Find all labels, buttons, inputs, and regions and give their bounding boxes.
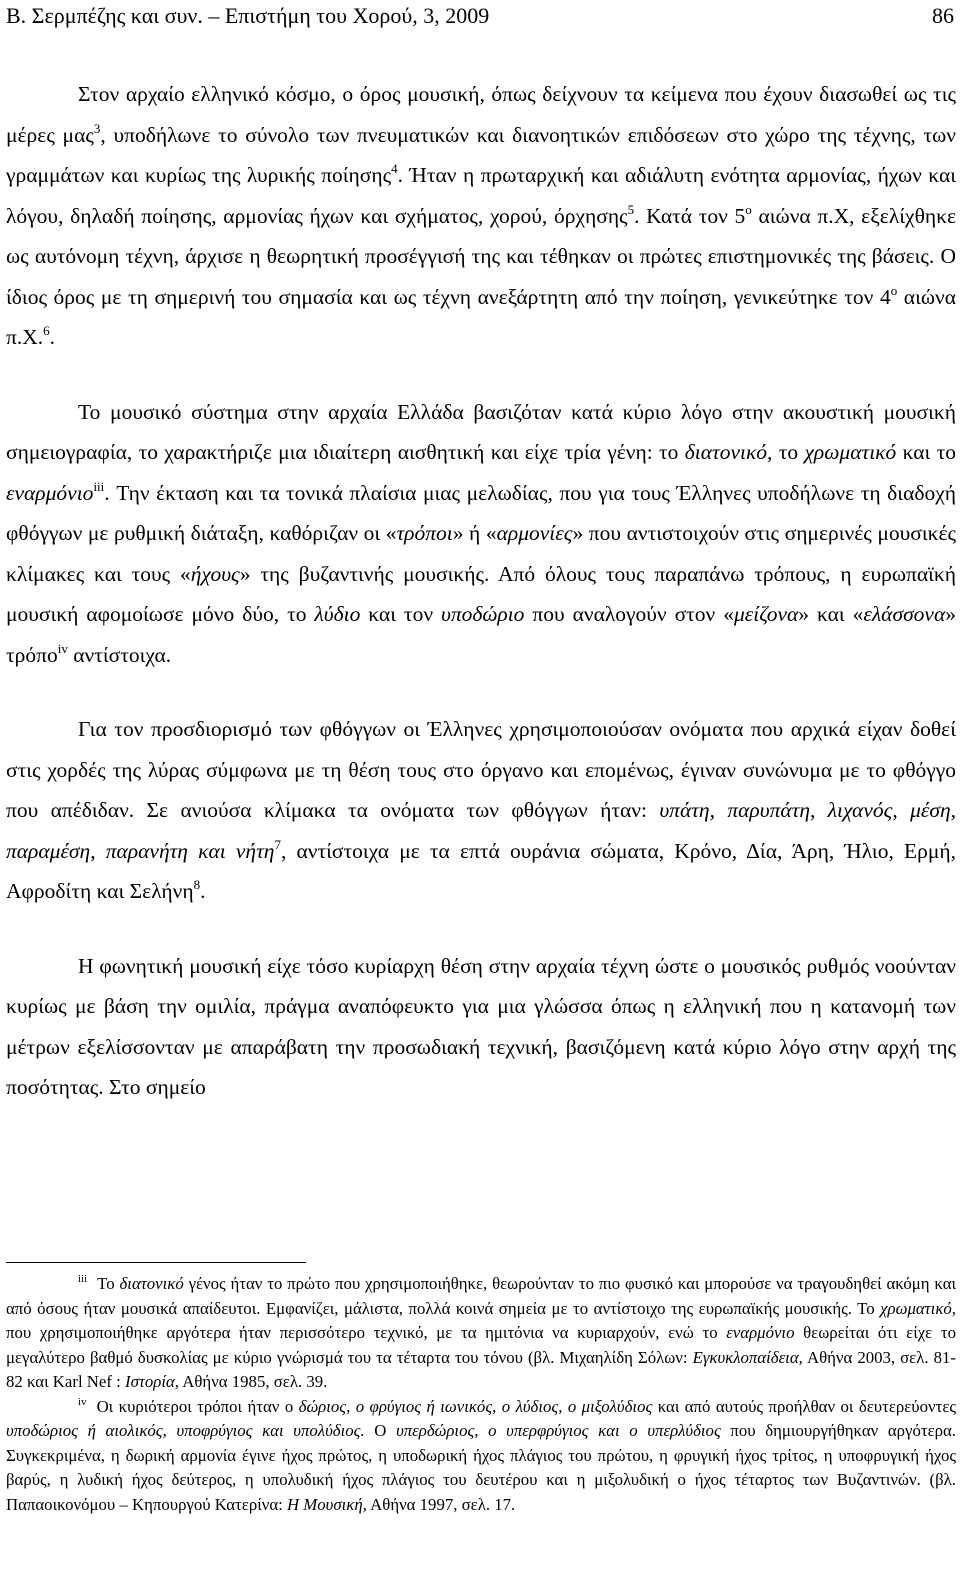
footnote-ref: 7 bbox=[274, 836, 281, 852]
paragraph-3 bbox=[6, 709, 956, 912]
text-run: , που χρησιμοποιήθηκε αργότερα ήταν περισσότερο τεχνικό, με τα ημιτόνια να κυριαρχούν, ενώ το bbox=[6, 1298, 956, 1342]
footnote-ref: iii bbox=[93, 478, 105, 494]
text-run: . Ήταν η πρωταρχική και αδιάλυτη ενότητα αρμονίας, ήχων και λόγου, δηλαδή ποίησης, αρμονίας ήχων και σχήματος, χορού, όρχησης bbox=[6, 163, 956, 228]
paragraph-2 bbox=[6, 392, 956, 676]
italic-term: Εγκυκλοπαίδεια, bbox=[692, 1347, 803, 1367]
paragraph-4 bbox=[6, 946, 956, 1108]
text-run: το bbox=[772, 440, 805, 464]
footnote-ref: 4 bbox=[391, 161, 398, 176]
text-run: θεωρείται ότι είχε το μεγαλύτερο βαθμό δυσκολίας με κύριο γνώρισμά του τα τέταρτα του τόνου (βλ. Μιχαηλίδη Σόλων: bbox=[6, 1323, 956, 1367]
text-run: Το bbox=[97, 1274, 120, 1293]
italic-term: εναρμόνιο bbox=[726, 1323, 795, 1342]
page-number: 86 bbox=[932, 3, 954, 28]
text-run: Το μουσικό σύστημα στην αρχαία Ελλάδα βασιζόταν κατά κύριο λόγο στην ακουστική μουσική σημειογραφία, το χαρακτήριζε μια ιδιαίτερη αισθητική και είχε τρία γένη: το bbox=[6, 399, 956, 464]
text-run: . Την έκταση και τα τονικά πλαίσια μιας μελωδίας, που για τους Έλληνες υποδήλωνε τη διαδοχή φθόγγων με ρυθμική διάταξη, καθόριζαν οι « bbox=[6, 480, 956, 545]
italic-term: Ιστορία, bbox=[125, 1372, 179, 1391]
footnote-ref: iv bbox=[57, 640, 68, 656]
italic-term: μείζονα bbox=[733, 602, 799, 626]
text-run: Αθήνα 1985, σελ. 39. bbox=[179, 1372, 328, 1391]
italic-term: δώριος, ο φρύγιος ή ιωνικός, ο λύδιος, ο μιξολύδιος bbox=[298, 1396, 653, 1416]
italic-term: υπάτη, παρυπάτη, λιχανός, μέση, παραμέση, παρανήτη και νήτη bbox=[6, 798, 956, 863]
text-run: , υποδήλωνε το σύνολο των πνευματικών και διανοητικών επιδόσεων στο χώρο της τέχνης, των γραμμάτων και κυρίως της λυρικής ποίησης bbox=[6, 122, 956, 187]
italic-term: χρωματικό bbox=[804, 440, 897, 464]
italic-term: εναρμόνιο bbox=[6, 480, 94, 505]
footnotes bbox=[6, 1272, 956, 1517]
footnote-ref: 3 bbox=[93, 120, 101, 136]
italic-term: λύδιο bbox=[314, 602, 361, 626]
footnote-iv bbox=[6, 1395, 956, 1518]
footnote-ref: 8 bbox=[193, 877, 201, 892]
text-run: . bbox=[200, 879, 206, 903]
ordinal-superscript: ο bbox=[890, 282, 898, 298]
text-run: » ή « bbox=[452, 521, 497, 545]
text-run: » τρόπο bbox=[6, 602, 956, 667]
text-run: Αθήνα 1997, σελ. 17. bbox=[366, 1494, 516, 1514]
text-run: Ο bbox=[364, 1421, 397, 1440]
italic-term: Η Μουσική, bbox=[286, 1494, 367, 1514]
text-run: » και « bbox=[798, 602, 864, 626]
running-head: Β. Σερμπέζης και συν. – Επιστήμη του Χορού, 3, 2009 bbox=[6, 3, 490, 28]
italic-term: αρμονίες bbox=[496, 521, 573, 545]
text-run: Αθήνα 2003, σελ. 81-82 και Karl Nef : bbox=[6, 1347, 956, 1391]
italic-term: χρωματικό bbox=[880, 1298, 952, 1318]
italic-term: υποδώριο bbox=[441, 602, 525, 626]
footnote-separator bbox=[6, 1262, 306, 1263]
text-run: Στον αρχαίο ελληνικό κόσμο, ο όρος μουσική, όπως δείχνουν τα κείμενα που έχουν διασωθεί ως τις μέρες μας bbox=[6, 82, 956, 147]
text-run: » της βυζαντινής μουσικής. Από όλους τους παραπάνω τρόπους, η ευρωπαϊκή μουσική αφομοίωσε μόνο δύο, το bbox=[6, 561, 957, 626]
footnote-iii bbox=[6, 1272, 956, 1395]
text-run: . bbox=[49, 325, 56, 349]
italic-term: τρόποι bbox=[396, 521, 453, 545]
italic-term: ελάσσονα bbox=[863, 602, 946, 626]
text-run: και από αυτούς προήλθαν οι δευτερεύοντες bbox=[652, 1396, 957, 1416]
paragraph-1 bbox=[6, 74, 956, 358]
italic-term: διατονικό bbox=[119, 1274, 184, 1293]
page-header bbox=[6, 0, 954, 32]
ordinal-superscript: ο bbox=[745, 201, 752, 217]
text-run: γένος ήταν το πρώτο που χρησιμοποιήθηκε, θεωρούνταν το πιο φυσικό και μπορούσε να τραγουδηθεί ακόμη και από όσους ήταν μουσικά απαίδευτοι. Εμφανίζει, μάλιστα, πολλά κοινά σημεία με το αντίστοιχο της ευρωπαϊκής μουσικής. Το bbox=[6, 1274, 957, 1318]
footnote-ref: 6 bbox=[43, 323, 50, 338]
footnote-ref: 5 bbox=[627, 201, 635, 217]
text-run: . Κατά τον 5 bbox=[634, 203, 746, 228]
italic-term: υποδώριος ή αιολικός, υποφρύγιος και υπολύδιος. bbox=[6, 1421, 365, 1440]
footnote-marker: iv bbox=[78, 1395, 87, 1408]
italic-term: ήχους bbox=[190, 561, 240, 586]
text-run: » που αντιστοιχούν στις σημερινές μουσικές κλίμακες και τους « bbox=[6, 521, 956, 586]
text-run: και το bbox=[896, 440, 956, 464]
text-run: αιώνα π.Χ. bbox=[6, 284, 956, 349]
text-run: Οι κυριότεροι τρόποι ήταν ο bbox=[96, 1396, 299, 1416]
body-text bbox=[6, 74, 956, 1108]
text-run: Η φωνητική μουσική είχε τόσο κυρίαρχη θέση στην αρχαία τέχνη ώστε ο μουσικός ρυθμός νοούνταν κυρίως με βάση την ομιλία, πράγμα αναπόφευκτο για μια γλώσσα όπως η ελληνική που η κατανομή των μέτρων εξελίσσονταν με απαράβατη την προσωδιακή τεχνική, βασιζόμενη κατά κύριο λόγο στην αρχή της ποσότητας. Στο σημείο bbox=[6, 953, 956, 1099]
italic-term: διατονικό, bbox=[684, 440, 773, 464]
text-run: αιώνα π.Χ, εξελίχθηκε ως αυτόνομη τέχνη, άρχισε η θεωρητική προσέγγισή της και τέθηκαν οι πρώτες επιστημονικές της βάσεις. Ο ίδιος όρος με τη σημερινή του σημασία και ως τέχνη ανεξάρτητη από την ποίηση, γενικεύτηκε τον 4 bbox=[6, 203, 956, 309]
footnote-marker: iii bbox=[78, 1273, 88, 1285]
text-run: που δημιουργήθηκαν αργότερα. Συγκεκριμένα, η δωρική αρμονία έγινε ήχος πρώτος, η υποδωρική ήχος πλάγιος του πρώτου, η φρυγική ήχος τρίτος, η υποφρυγική ήχος βαρύς, η λυδική ήχος δεύτερος, η υπολυδική ήχος πλάγιος του δευτέρου και η μιξολυδική ο ήχος τέταρτος των Βυζαντινών. (βλ. Παπαοικονόμου – Κηπουργού Κατερίνα: bbox=[6, 1421, 956, 1514]
text-run: , αντίστοιχα με τα επτά ουράνια σώματα, Κρόνο, Δία, Άρη, Ήλιο, Ερμή, Αφροδίτη και Σελήνη bbox=[6, 838, 956, 903]
text-run: που αναλογούν στον « bbox=[524, 602, 734, 626]
text-run: και τον bbox=[360, 602, 441, 626]
text-run: αντίστοιχα. bbox=[67, 642, 172, 667]
text-run: Για τον προσδιορισμό των φθόγγων οι Έλληνες χρησιμοποιούσαν ονόματα που αρχικά είχαν δοθεί στις χορδές της λύρας σύμφωνα με τη θέση τους στο όργανο και επομένως, έγιναν συνώνυμα με το φθόγγο που απέδιδαν. Σε ανιούσα κλίμακα τα ονόματα των φθόγγων ήταν: bbox=[6, 717, 956, 822]
italic-term: υπερδώριος, ο υπερφρύγιος και ο υπερλύδιος bbox=[396, 1421, 721, 1440]
